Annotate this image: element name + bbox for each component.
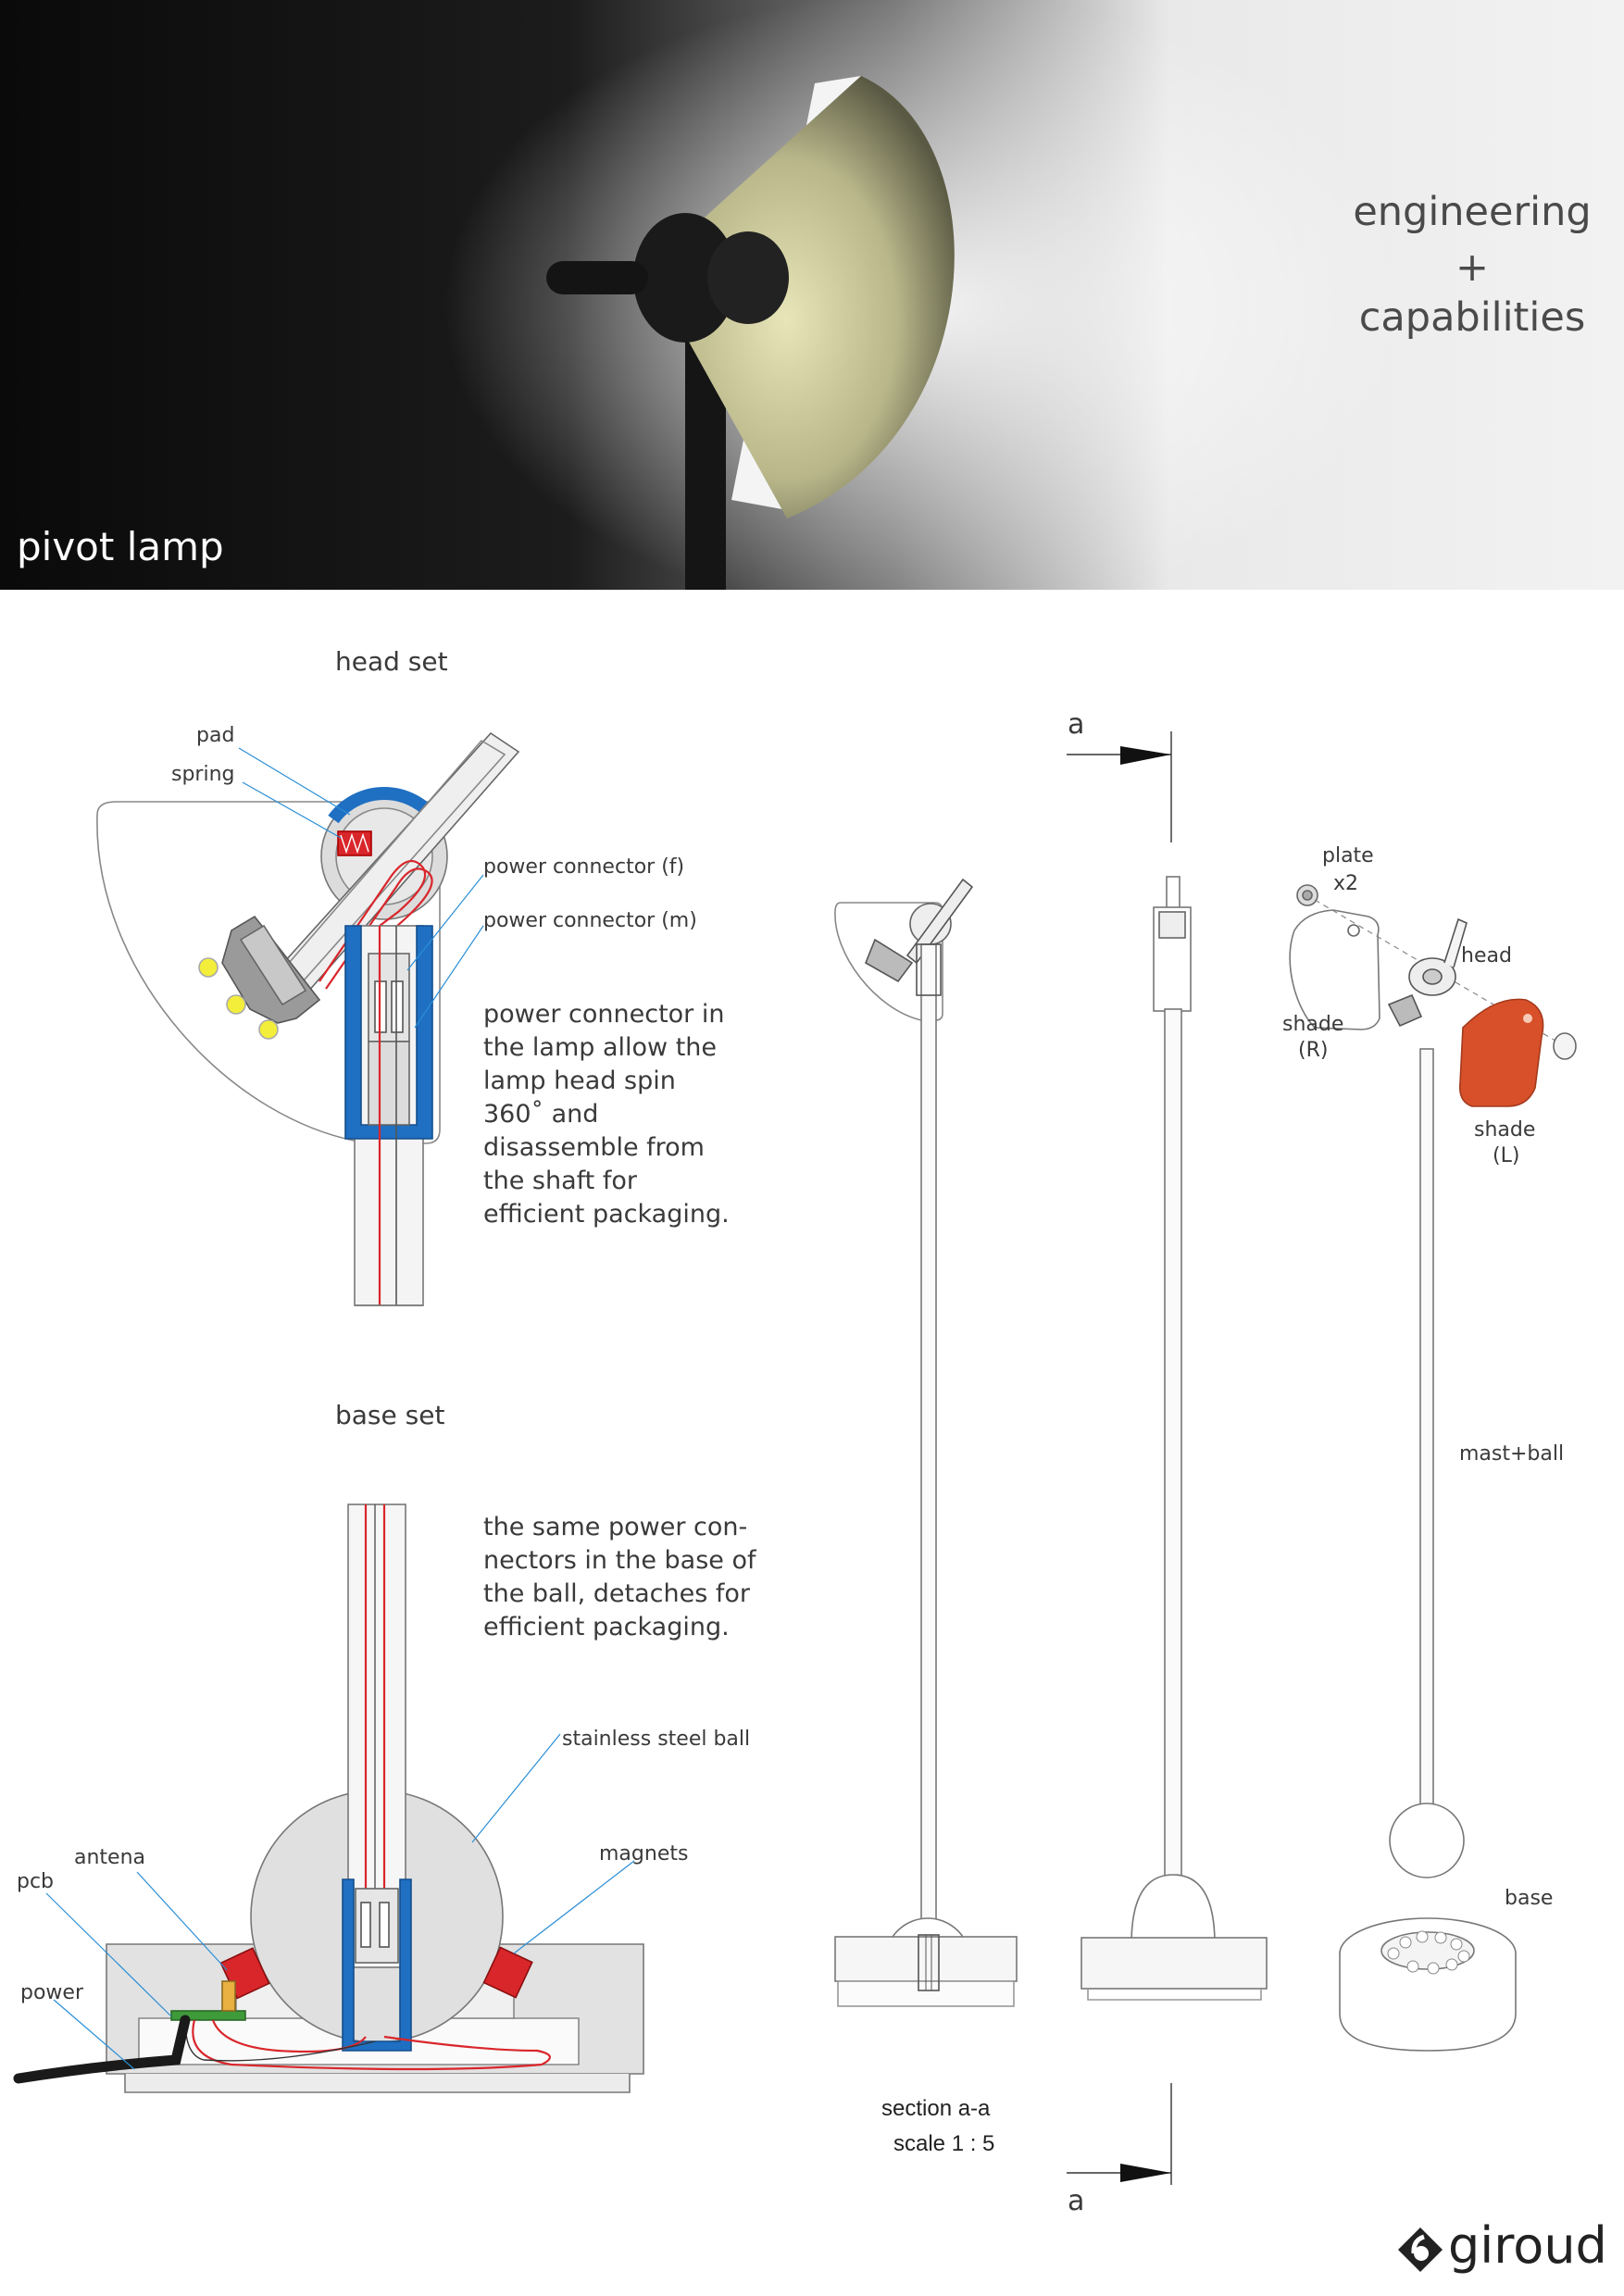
tagline-engineering: engineering xyxy=(1353,189,1592,235)
head-set-title: head set xyxy=(335,646,448,677)
label-power-connector-m: power connector (m) xyxy=(483,909,697,932)
label-base: base xyxy=(1505,1887,1554,1910)
base-set-description: the same power con-nectors in the base of the ball, detaches for efficient packaging. xyxy=(483,1513,756,1641)
base-set-title: base set xyxy=(335,1400,445,1430)
label-pcb: pcb xyxy=(17,1870,55,1893)
hero-title: pivot lamp xyxy=(17,524,224,569)
label-shade-l: shade xyxy=(1474,1118,1536,1142)
label-power-connector-f: power connector (f) xyxy=(483,855,685,879)
label-mast-ball: mast+ball xyxy=(1459,1442,1565,1466)
label-power: power xyxy=(20,1981,83,2004)
label-pad: pad xyxy=(196,724,235,747)
label-antena: antena xyxy=(74,1846,146,1869)
exploded-view xyxy=(1290,885,1576,2051)
label-plate-qty: x2 xyxy=(1333,872,1359,895)
giroud-logo-icon xyxy=(1396,2226,1444,2274)
section-caption: section a-a xyxy=(881,2096,991,2121)
label-plate: plate xyxy=(1322,844,1374,867)
head-set-description: power connector in the lamp allow the lamp head spin 360˚ and disassemble from the shaft for efficient packaging. xyxy=(483,1000,730,1229)
label-shade-l-side: (L) xyxy=(1493,1144,1520,1167)
label-spring: spring xyxy=(171,763,235,786)
tagline-plus: + xyxy=(1455,244,1490,291)
tagline-capabilities: capabilities xyxy=(1358,294,1586,341)
giroud-logo-text: giroud xyxy=(1448,2216,1607,2275)
section-marker-bottom: a xyxy=(1068,2185,1085,2217)
side-elevation xyxy=(1081,877,1267,2000)
label-stainless-steel-ball: stainless steel ball xyxy=(562,1728,751,1751)
label-head: head xyxy=(1461,944,1512,967)
section-scale: scale 1 : 5 xyxy=(893,2131,995,2156)
hero-photo xyxy=(0,0,1624,590)
section-marker-top: a xyxy=(1068,708,1085,741)
label-magnets: magnets xyxy=(599,1842,689,1866)
giroud-logo xyxy=(1396,2216,1618,2277)
section-view xyxy=(835,880,1017,2006)
label-shade-r-side: (R) xyxy=(1298,1039,1329,1062)
technical-drawing xyxy=(0,590,1624,2296)
label-shade-r: shade xyxy=(1282,1013,1344,1036)
